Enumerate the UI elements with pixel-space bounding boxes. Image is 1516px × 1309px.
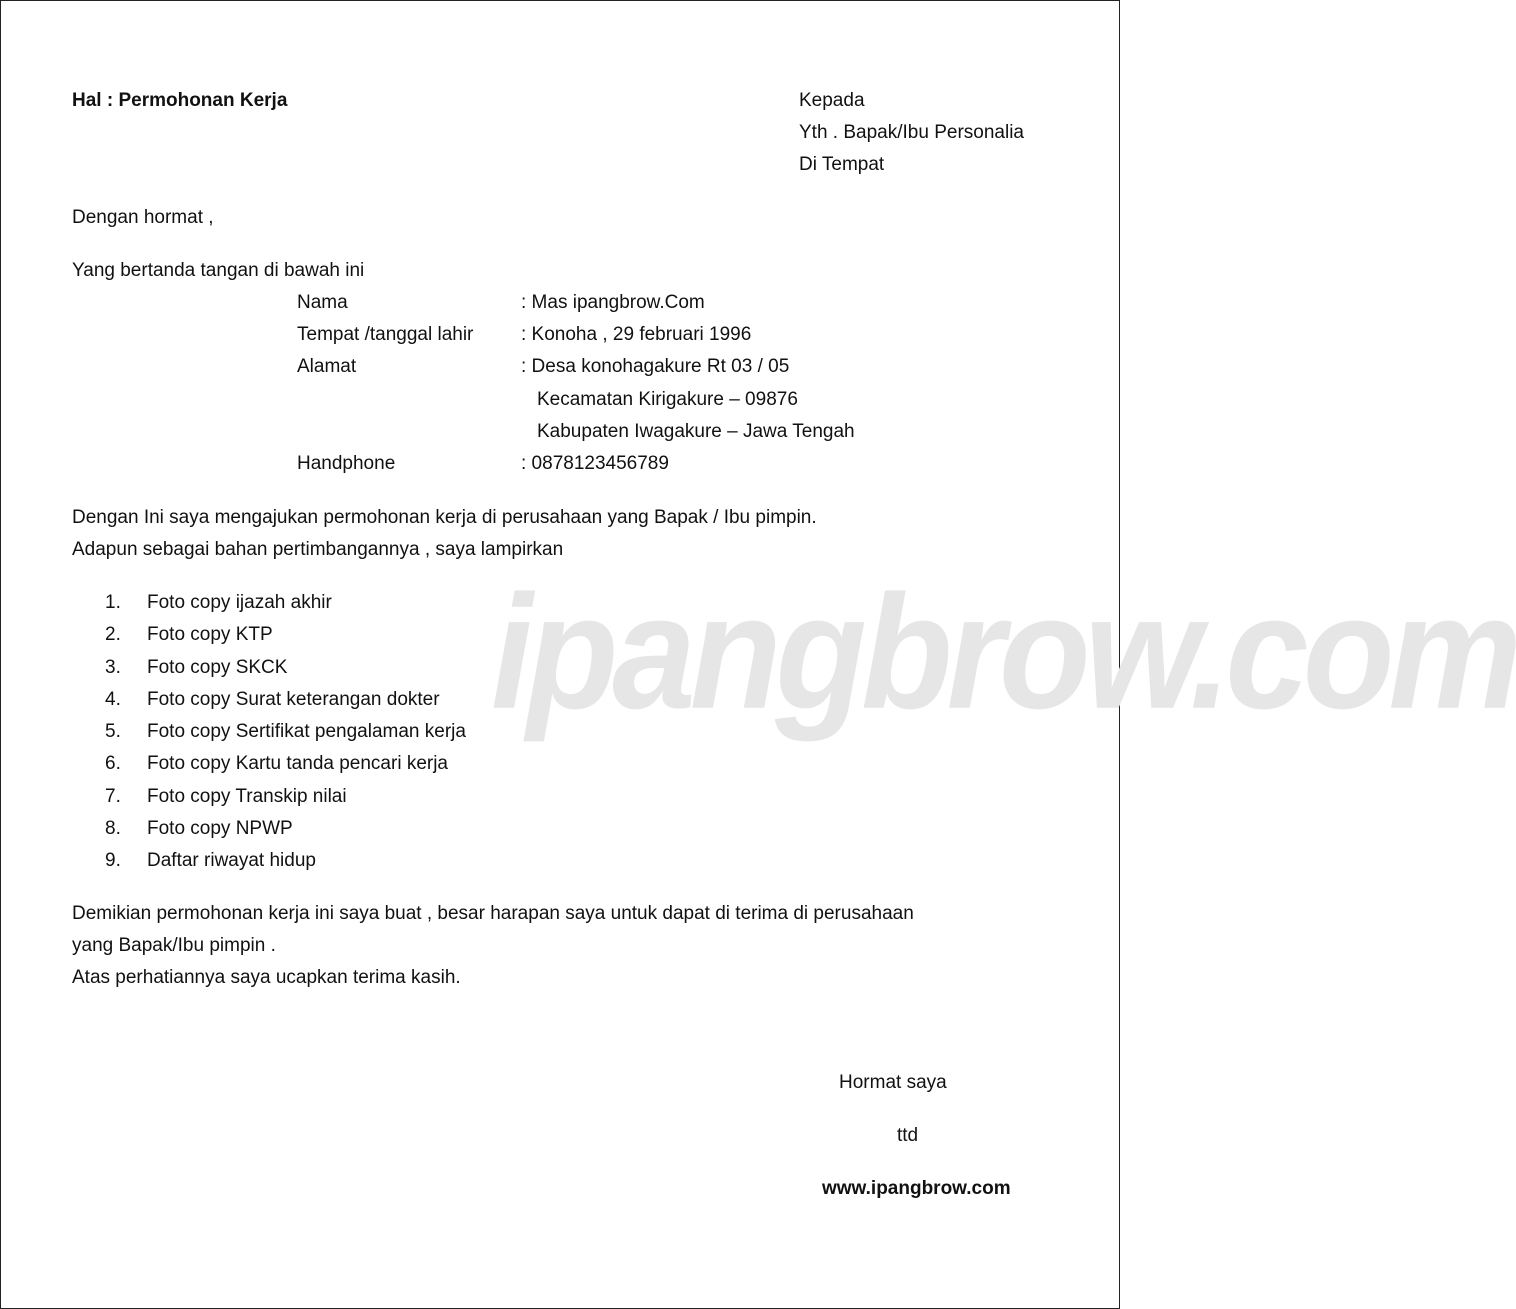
list-number: 4. [105,688,121,710]
body-line-1: Dengan Ini saya mengajukan permohonan kerja di perusahaan yang Bapak / Ibu pimpin. [72,507,817,528]
list-item [105,748,466,780]
list-item [105,813,466,845]
list-number: 7. [105,785,121,807]
address-line-3: Kabupaten Iwagakure – Jawa Tengah [537,421,855,442]
address-line-2: Kecamatan Kirigakure – 09876 [537,389,798,410]
intro-line: Yang bertanda tangan di bawah ini [72,260,365,281]
address-line-1: : Desa konohagakure Rt 03 / 05 [521,356,790,377]
address-label: Alamat [297,356,357,377]
list-number: 5. [105,721,121,743]
list-item [105,781,466,813]
phone-label: Handphone [297,453,396,474]
birth-value: : Konoha , 29 februari 1996 [521,324,752,345]
list-item-text: Foto copy Transkip nilai [147,785,347,807]
list-number: 6. [105,753,121,775]
list-item-text: Daftar riwayat hidup [147,850,316,872]
list-item-text: Foto copy SKCK [147,656,288,678]
closing-line-1: Demikian permohonan kerja ini saya buat , besar harapan saya untuk dapat di terima di perusahaan [72,903,914,924]
list-item-text: Foto copy Surat keterangan dokter [147,688,440,710]
recipient-line-3: Di Tempat [799,154,885,175]
list-item [105,716,466,748]
watermark: ipangbrow.com [491,560,1516,743]
list-item [105,845,466,877]
list-number: 2. [105,624,121,646]
list-item-text: Foto copy KTP [147,624,273,646]
letter-content [1,1,1119,1308]
list-item-text: Foto copy Kartu tanda pencari kerja [147,753,449,775]
birth-label: Tempat /tanggal lahir [297,324,474,345]
closing-line-3: Atas perhatiannya saya ucapkan terima kasih. [72,967,461,988]
list-item [105,684,466,716]
signature-regards: Hormat saya [839,1072,947,1093]
list-item [105,652,466,684]
list-item-text: Foto copy NPWP [147,818,293,840]
recipient-line-1: Kepada [799,90,865,111]
phone-value: : 0878123456789 [521,453,669,474]
list-item [105,619,466,651]
list-number: 9. [105,850,121,872]
name-label: Nama [297,292,348,313]
list-item [105,587,466,619]
closing-line-2: yang Bapak/Ibu pimpin . [72,935,276,956]
list-number: 8. [105,818,121,840]
recipient-line-2: Yth . Bapak/Ibu Personalia [799,122,1024,143]
subject-line: Hal : Permohonan Kerja [72,90,288,111]
body-line-2: Adapun sebagai bahan pertimbangannya , saya lampirkan [72,539,564,560]
attachment-list [105,587,466,878]
list-item-text: Foto copy Sertifikat pengalaman kerja [147,721,466,743]
list-number: 1. [105,592,121,613]
greeting: Dengan hormat , [72,207,214,228]
signature-mark: ttd [897,1125,919,1146]
name-value: : Mas ipangbrow.Com [521,292,705,313]
list-item-text: Foto copy ijazah akhir [147,592,332,613]
signature-website: www.ipangbrow.com [822,1178,1011,1199]
list-number: 3. [105,656,121,678]
